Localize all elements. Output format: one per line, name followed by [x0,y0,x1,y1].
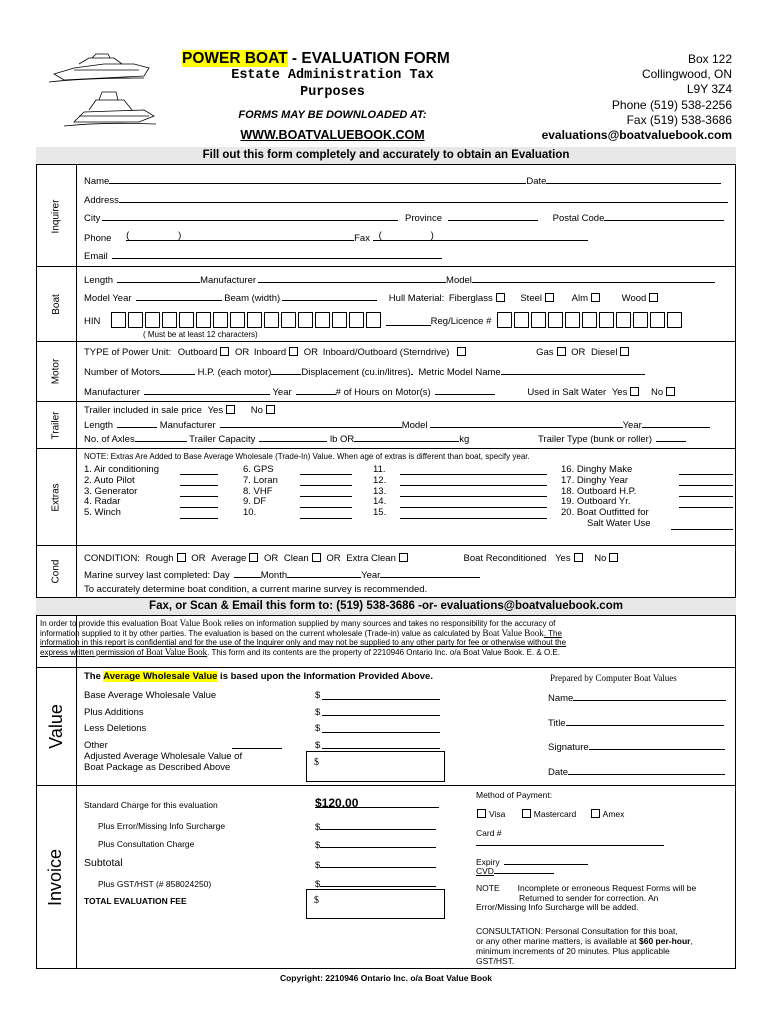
address-label: Address [84,195,119,206]
website-link[interactable]: WWW.BOATVALUEBOOK.COM [240,128,425,142]
subtotal-label: Subtotal [84,857,123,869]
average-checkbox[interactable] [249,553,258,562]
fax-line: Fax (519) 538-3686 [626,112,732,127]
contact-email[interactable]: evaluations@boatvaluebook.com [541,128,732,143]
salt-yes-checkbox[interactable] [630,387,639,396]
paren: ( [378,230,382,241]
disclaimer: In order to provide this evaluation Boat Value Book relies on information supplied by many sources and takes no responsibility for the accuracy of information supplied to it by other parties. The evaluation is based on the current wholesale (Trade-in) value as calculated by Boat Value Book. The information in this report is confidential and for the use of the Inquirer only and may not be supplied to any other party for fee or otherwise without the express written permission of Boat Value Book. This form and its contents are the property of 2210946 Ontario Inc. o/a Boat Value Book. E. & O.E. [40,618,567,657]
prep-title-row: Title [548,717,724,729]
extra-clean-checkbox[interactable] [399,553,408,562]
value-rows [84,688,216,754]
wood-label: Wood [621,293,647,304]
province-label: Province [405,213,442,224]
motor-manufacturer-label: Manufacturer [84,387,140,398]
standard-charge-amount: $120.00 [315,796,359,810]
or-label: OR [191,553,206,564]
prep-date-field[interactable] [568,766,725,775]
expiry-row: Expiry [476,857,588,867]
yes-label: Yes [611,387,628,398]
hin-note: ( Must be at least 12 characters) [143,330,258,339]
manufacturer-label: Manufacturer [200,275,257,286]
section-value [36,668,76,785]
adjusted-label: Adjusted Average Wholesale Value of Boat Package as Described Above [84,751,243,773]
phone-label: Phone [84,233,112,244]
form-title-highlight: POWER BOAT [182,50,288,67]
fax-field[interactable] [373,232,588,241]
extra-item: 10. [243,507,257,519]
inboard-checkbox[interactable] [289,347,298,356]
length-field[interactable] [117,274,200,283]
no-label: No [250,405,263,416]
kg-label: kg [459,434,470,445]
value-row-label: Other [84,739,108,751]
error-surcharge-field[interactable]: $ [315,821,436,833]
prepared-by: Prepared by Computer Boat Values [550,673,677,683]
cond-row1 [84,553,621,564]
city-label: City [84,213,101,224]
section-boat [36,267,76,341]
manufacturer-field[interactable] [258,274,446,283]
card-number-field[interactable] [476,845,664,846]
condition-label: CONDITION: [84,553,140,564]
trailer-type-field[interactable] [656,433,686,442]
cvd-row: CVD [476,866,554,876]
motor-year-label: Year [272,387,292,398]
amex-label: Amex [602,809,625,819]
form-title-rest: - EVALUATION FORM [287,50,450,67]
alm-checkbox[interactable] [591,293,600,302]
brand-name: Boat Value Book [145,646,208,657]
visa-checkbox[interactable] [477,809,486,818]
fax-banner: Fax, or Scan & Email this form to: (519) 538-3686 -or- evaluations@boatvaluebook.com [36,598,736,615]
date-field[interactable] [546,175,721,184]
contact-address [542,52,732,143]
note-block: NOTE Incomplete or erroneous Request Forms will be Returned to sender for correction. An Error/Missing Info Surcharge will be added. [476,883,697,912]
section-label: Cond [50,559,62,584]
divider [36,401,736,402]
trailer-type-label: Trailer Type (bunk or roller) [537,434,653,445]
survey-row [84,569,480,581]
name-field[interactable] [109,175,526,184]
section-motor [36,342,76,401]
mastercard-label: Mastercard [533,809,577,819]
phone-field[interactable] [126,232,354,241]
extra-clean-label: Extra Clean [346,553,396,564]
hours-field[interactable] [435,386,495,395]
download-note: FORMS MAY BE DOWNLOADED AT: [238,109,427,121]
extras-col1 [84,465,159,519]
motor-manufacturer-field[interactable] [144,386,270,395]
outboard-label: Outboard [177,347,218,358]
form-title [182,50,450,68]
city-row [84,212,724,224]
trailer-model-label: Model [401,420,428,431]
month-label: Month [260,570,288,581]
trailer-no-checkbox[interactable] [266,405,275,414]
sterndrive-checkbox[interactable] [457,347,466,356]
extra-item: 4. Radar [84,496,121,508]
beam-field[interactable] [282,292,377,301]
model-year-label: Model Year [84,293,132,304]
card-number-label: Card # [476,828,502,838]
city-field[interactable] [102,212,398,221]
phone-row [84,232,588,244]
province-field[interactable] [448,212,538,221]
trailer-row2 [84,419,710,431]
name-label: Name [84,176,110,187]
value-row-label: Plus Additions [84,706,144,718]
payment-options [474,809,624,819]
recond-no-checkbox[interactable] [609,553,618,562]
survey-day-field[interactable] [234,569,261,578]
trailer-manufacturer-label: Manufacturer [159,420,216,431]
model-field[interactable] [472,274,715,283]
divider [36,266,736,267]
year-label: Year [361,570,381,581]
fill-out-banner: Fill out this form completely and accurately to obtain an Evaluation [36,147,736,165]
extra-item: 13. [373,485,387,497]
extra-item: 17. Dinghy Year [561,474,629,486]
hin-row [84,312,684,331]
metric-label: Metric Model Name [418,367,501,378]
extra-item: 12. [373,474,387,486]
adjusted-value-box[interactable]: $ [306,751,445,782]
payment-method-label: Method of Payment: [476,790,553,800]
reg-boxes[interactable] [497,312,684,331]
boat-logo [44,52,164,137]
extras-col4 [561,465,651,530]
total-label: TOTAL EVALUATION FEE [84,896,187,906]
prep-date-row: Date [548,766,725,778]
postal-label: Postal Code [552,213,605,224]
fax-label: Fax [354,233,370,244]
prep-signature-row: Signature [548,741,725,753]
trailer-length-label: Length [84,420,114,431]
gst-field[interactable]: $ [315,878,436,890]
gst-label: Plus GST/HST (# 858024250) [98,879,212,889]
address-line: Collingwood, ON [641,67,732,82]
section-label: Trailer [50,411,62,439]
section-divider [76,668,77,968]
or-label: OR [303,347,319,358]
boat-row2 [84,292,661,304]
no-label: No [594,553,607,564]
diesel-checkbox[interactable] [620,347,629,356]
paren: ) [430,230,434,241]
extra-item: 9. DF [243,496,267,508]
address-field[interactable] [119,194,728,203]
divider [36,545,736,546]
visa-label: Visa [489,809,506,819]
salt-no-checkbox[interactable] [666,387,675,396]
extra-item: 2. Auto Pilot [84,474,135,486]
axles-field[interactable] [135,433,187,442]
extra-item: 15. [373,507,387,519]
extra-item: 5. Winch [84,507,121,519]
email-field[interactable] [112,250,442,259]
hp-label: H.P. (each motor) [197,367,272,378]
motor-row2 [84,366,645,378]
num-motors-label: Number of Motors [84,367,161,378]
extra-item: 8. VHF [243,485,273,497]
diesel-label: Diesel [591,347,618,358]
address-row [84,194,728,206]
consultation-block: CONSULTATION: Personal Consultation for this boat, or any other marine matters, is available at $60 per-hour, minimum increments of 20 minutes. Plus applicable GST/HST. [476,926,693,966]
lb-or-label: lb OR [329,434,355,445]
trailer-length-field[interactable] [117,419,157,428]
or-label: OR [235,347,250,358]
boat-drawing-icon [44,52,164,137]
extra-item: 14. [373,496,387,508]
section-label: Value [45,704,66,749]
survey-note: To accurately determine boat condition, a current marine survey is recommended. [84,584,428,595]
hours-label: # of Hours on Motor(s) [335,387,431,398]
divider [36,341,736,342]
steel-checkbox[interactable] [545,293,554,302]
trailer-yes-checkbox[interactable] [226,405,235,414]
motor-row1 [84,347,632,358]
amex-checkbox[interactable] [591,809,600,818]
section-trailer [36,402,76,448]
extra-item: 3. Generator [84,485,138,497]
consult-charge-label: Plus Consultation Charge [98,839,195,849]
motor-row3 [84,386,678,398]
cvd-field[interactable] [494,866,554,874]
trailer-manufacturer-field[interactable] [220,419,402,428]
extras-note: NOTE: Extras Are Added to Base Average Wholesale (Trade-In) Value. When age of extras is different than boat, specify year. [84,452,530,461]
mastercard-checkbox[interactable] [522,809,531,818]
date-label: Date [526,176,547,187]
expiry-field[interactable] [504,857,588,865]
sterndrive-label: Inboard/Outboard (Sterndrive) [322,347,450,358]
value-heading: The Average Wholesale Value is based upon the Information Provided Above. [84,671,433,682]
address-line: L9Y 3Z4 [686,82,732,97]
inboard-label: Inboard [253,347,287,358]
fiberglass-label: Fiberglass [448,293,493,304]
section-extras [36,449,76,545]
phone-line: Phone (519) 538-2256 [611,97,732,112]
copyright: Copyright: 2210946 Ontario Inc. o/a Boat Value Book [279,973,493,983]
or-label: OR [263,553,279,564]
displacement-label: Displacement (cu.in/litres) [301,367,411,378]
survey-month-field[interactable] [287,569,361,578]
yes-label: Yes [207,405,224,416]
hin-label: HIN [84,316,101,327]
or-label: OR [326,553,341,564]
prep-title-field[interactable] [566,717,724,726]
clean-checkbox[interactable] [312,553,321,562]
boat-row1 [84,274,715,286]
subtitle-line1: Estate Administration Tax [231,68,434,83]
divider [36,785,736,786]
or-label: OR [571,347,586,358]
model-year-field[interactable] [136,292,222,301]
consult-charge-field[interactable]: $ [315,839,436,851]
average-label: Average [211,553,247,564]
section-label: Extras [50,482,62,512]
extra-item: 18. Outboard H.P. [561,485,637,497]
divider [36,448,736,449]
reconditioned-label: Boat Reconditioned [463,553,547,564]
value-row-label: Base Average Wholesale Value [84,690,217,701]
prep-signature-field[interactable] [589,741,725,750]
fiberglass-checkbox[interactable] [496,293,505,302]
section-invoice [36,786,76,968]
rough-label: Rough [145,553,174,564]
brand-name: Boat Value Book [160,618,222,628]
extras-col2 [243,465,278,519]
extra-item: 6. GPS [243,464,274,475]
clean-label: Clean [283,553,309,564]
section-label: Invoice [45,848,66,906]
trailer-model-field[interactable] [430,419,623,428]
metric-field[interactable] [501,366,645,375]
error-surcharge-label: Plus Error/Missing Info Surcharge [98,821,226,831]
extra-item: 19. Outboard Yr. [561,496,631,508]
hin-boxes[interactable] [111,312,383,331]
subtitle-line2: Purposes [300,85,365,100]
divider [36,667,736,668]
postal-field[interactable] [604,212,724,221]
alm-label: Alm [571,293,589,304]
steel-label: Steel [520,293,542,304]
capacity-label: Trailer Capacity [189,434,256,445]
beam-label: Beam (width) [224,293,281,304]
salt-water-label: Used in Salt Water [527,387,607,398]
extra-item: 16. Dinghy Make [561,464,633,475]
hp-field[interactable] [271,366,301,375]
rough-checkbox[interactable] [177,553,186,562]
email-row [84,250,442,262]
amount-line [315,807,439,808]
survey-label: Marine survey last completed: Day [84,570,230,581]
divider [36,615,736,616]
address-line: Box 122 [687,52,732,66]
prep-name-field[interactable] [573,692,726,701]
hin-extra-field[interactable] [386,317,431,326]
recond-yes-checkbox[interactable] [574,553,583,562]
section-inquirer [36,166,76,266]
no-label: No [650,387,664,398]
num-motors-field[interactable] [160,366,195,375]
extra-item: 7. Loran [243,474,278,486]
length-label: Length [84,275,114,286]
survey-year-field[interactable] [380,569,480,578]
extra-item: 11. [373,464,386,475]
yes-label: Yes [555,553,571,564]
email-label: Email [84,251,108,262]
hull-label: Hull Material: [388,293,445,304]
section-label: Motor [50,358,62,385]
trailer-row3 [84,433,686,445]
motor-year-field[interactable] [296,386,336,395]
section-cond [36,546,76,597]
trailer-year-field[interactable] [642,419,710,428]
section-label: Inquirer [50,199,62,233]
gas-checkbox[interactable] [557,347,566,356]
power-unit-label: TYPE of Power Unit: [84,347,172,358]
paren: ( [126,230,130,241]
extra-item: 20. Boat Outfitted for [561,507,649,519]
value-dollars: $ $ $ $ [315,690,321,751]
trailer-included-label: Trailer included in sale price [84,405,202,416]
other-line[interactable] [232,748,282,749]
axles-label: No. of Axles [84,434,135,445]
reg-label: Reg/Licence # [430,316,492,327]
gas-label: Gas [536,347,554,358]
subtotal-field[interactable]: $ [315,859,436,871]
value-row-label: Less Deletions [84,723,147,734]
capacity-kg-field[interactable] [354,433,459,442]
name-row [84,175,721,187]
trailer-row1 [84,405,278,416]
paren: ) [178,230,182,241]
displacement-field[interactable] [411,366,413,375]
section-label: Boat [50,293,62,315]
brand-name: Boat Value Book [482,627,544,638]
prep-name-row: Name [548,692,726,704]
model-label: Model [446,275,472,286]
outboard-checkbox[interactable] [220,347,229,356]
trailer-year-label: Year [622,420,642,431]
extra-item: 1. Air conditioning [84,464,159,475]
capacity-lb-field[interactable] [259,433,327,442]
total-fee-box[interactable]: $ [306,889,445,919]
wood-checkbox[interactable] [649,293,658,302]
extras-col3 [373,465,386,519]
standard-charge-label: Standard Charge for this evaluation [84,800,218,810]
extra-item: Salt Water Use [587,517,651,529]
